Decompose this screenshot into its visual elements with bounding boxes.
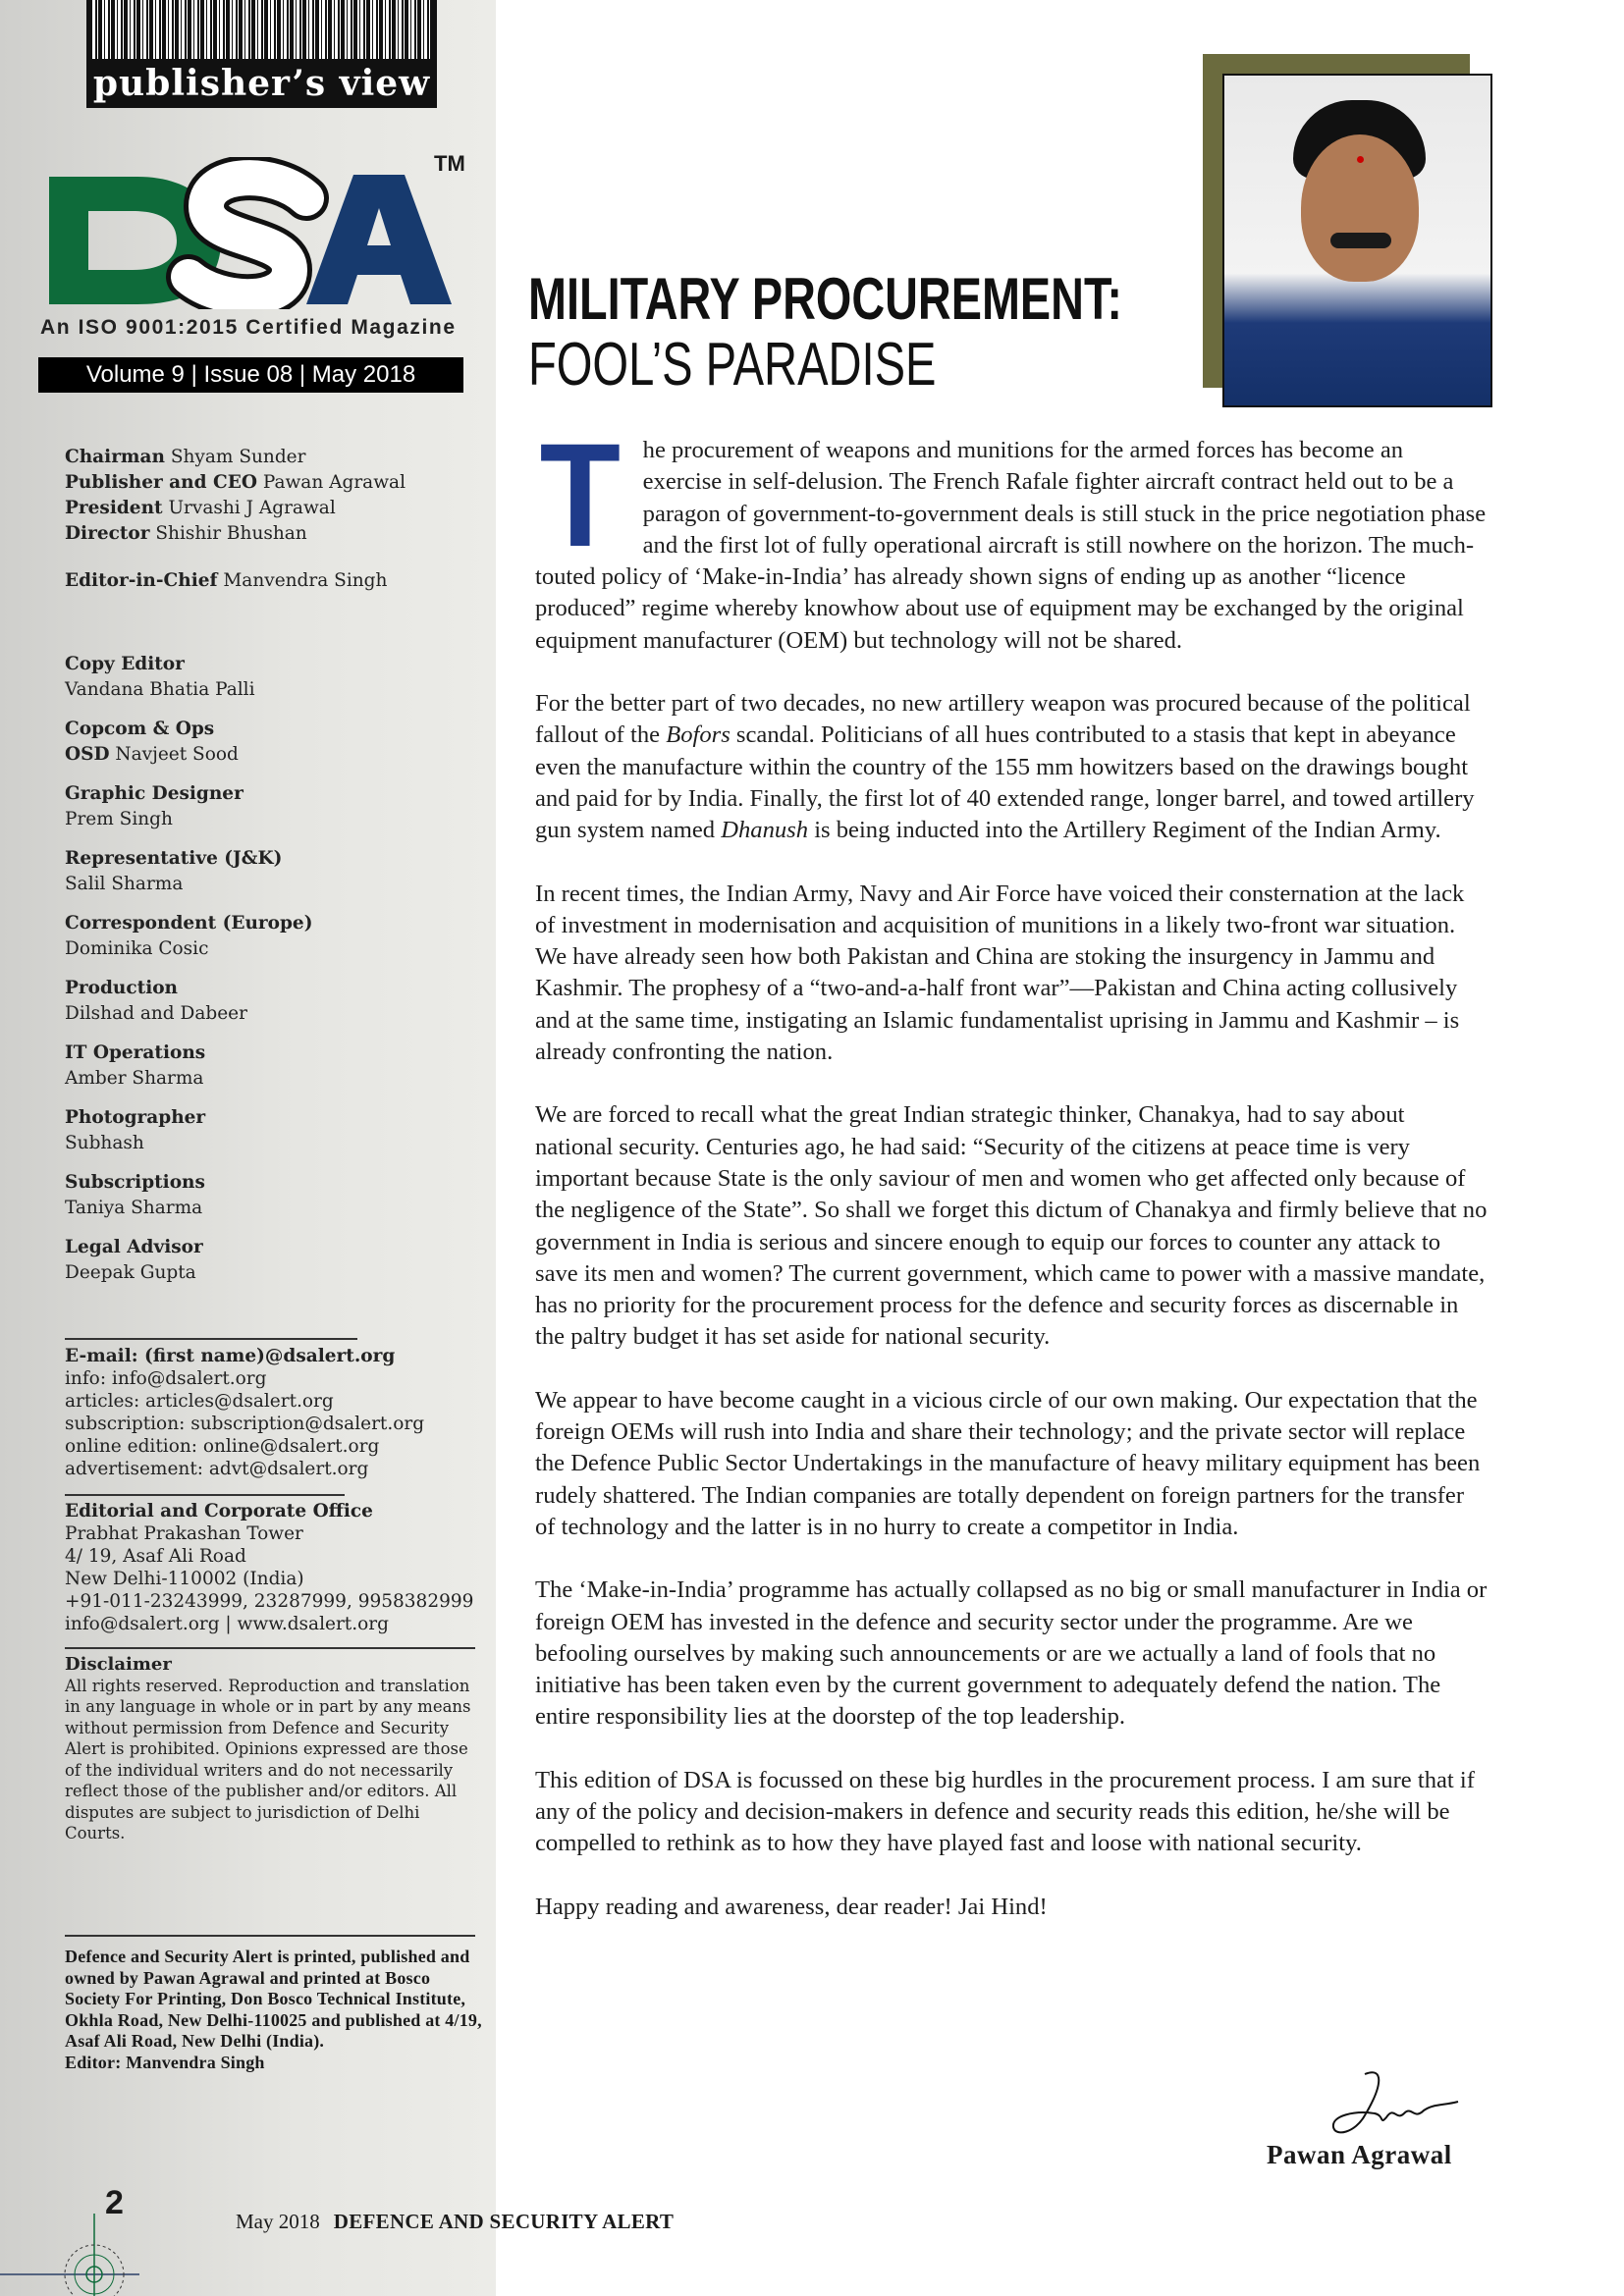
emphasis: Dhanush bbox=[721, 817, 809, 844]
divider bbox=[65, 1338, 357, 1340]
paragraph: In recent times, the Indian Army, Navy and Air Force have voiced their consternation at the lack of investment in modernisation and acquisition of munitions in a likely two-front war situation. We have already seen how both Pakistan and China are stoking the insurgency in Jammu and Kashmir. The prophesy of a “two-and-a-half front war”—Pakistan and China acting collusively and at the same time, instigating an Islamic fundamentalist uprising in Jammu and Kashmir – is already confronting the nation. bbox=[535, 880, 1465, 1066]
name: Amber Sharma bbox=[65, 1068, 204, 1089]
name: Shyam Sunder bbox=[170, 447, 306, 467]
article-title: MILITARY PROCUREMENT: bbox=[528, 266, 1122, 332]
role: Publisher and CEO bbox=[65, 472, 257, 493]
email-line: subscription: subscription@dsalert.org bbox=[65, 1414, 425, 1434]
dsa-logo-graphic bbox=[49, 157, 461, 309]
credits-block bbox=[65, 445, 477, 594]
article-subtitle: FOOL’S PARADISE bbox=[528, 331, 937, 399]
paragraph bbox=[535, 688, 1488, 846]
phone-line: +91-011-23243999, 23287999, 9958382999 bbox=[65, 1591, 474, 1612]
email-block bbox=[65, 1345, 477, 1480]
paragraph-text: he procurement of weapons and munitions for the armed forces has become an exercise in self-delusion. The French Rafale fighter aircraft contract held out to be a paragon of government-to-government deals is still stuck in the price negotiation phase and the first lot of fully operational aircraft is still nowhere on the horizon. The much-touted policy of ‘Make-in-India’ has already shown signs of ending up as another “licence produced” regime whereby knowhow about use of equipment may be exchanged by the original equipment manufacturer (OEM) but technology will not be shared. bbox=[535, 437, 1487, 654]
name: Salil Sharma bbox=[65, 874, 184, 894]
trademark: TM bbox=[434, 151, 465, 176]
email-line: info: info@dsalert.org bbox=[65, 1368, 267, 1389]
role: President bbox=[65, 498, 163, 518]
email-line: advertisement: advt@dsalert.org bbox=[65, 1459, 369, 1479]
office-block bbox=[65, 1500, 497, 1635]
role: Legal Advisor bbox=[65, 1237, 203, 1257]
barcode-icon bbox=[92, 0, 431, 59]
role: Copcom & Ops bbox=[65, 719, 215, 739]
email-line: online edition: online@dsalert.org bbox=[65, 1436, 380, 1457]
role: Chairman bbox=[65, 447, 165, 467]
role: Graphic Designer bbox=[65, 783, 244, 804]
role: IT Operations bbox=[65, 1042, 206, 1063]
divider bbox=[65, 1935, 475, 1937]
paragraph-text: For the better part of two decades, no new artillery weapon was procured because of the political fallout of the bbox=[535, 690, 1471, 749]
paragraph-text: is being inducted into the Artillery Regiment of the Indian Army. bbox=[808, 817, 1441, 844]
paragraph bbox=[535, 412, 1488, 657]
name: Prem Singh bbox=[65, 809, 173, 829]
section-banner bbox=[86, 0, 437, 108]
signature-icon bbox=[1326, 2066, 1463, 2145]
role: Copy Editor bbox=[65, 654, 185, 674]
paragraph: We are forced to recall what the great Indian strategic thinker, Chanakya, had to say about national security. Centuries ago, he had said: “Security of the citizens at peace time is very important because State is the only saviour of men and women who get affected only because of the negligence of the State”. So shall we forget this dictum of Chanakya and firmly believe that no government in India is serious and sincere enough to equip our forces to counter any attack to save its men and women? The current government, which came to power with a massive mandate, has no priority for the procurement process for the defence and security forces as discernable in the paltry budget it has set aside for national security. bbox=[535, 1101, 1488, 1351]
disclaimer-block bbox=[65, 1654, 477, 1844]
imprint bbox=[65, 1947, 487, 2073]
name: Shishir Bhushan bbox=[155, 523, 307, 544]
imprint-text: Defence and Security Alert is printed, published and owned by Pawan Agrawal and printed at Bosco Society For Printing, Don Bosco Technical Institute, Okhla Road, New Delhi-110025 and published at 4/19, Asaf Ali Road, New Delhi (India). bbox=[65, 1947, 482, 2051]
role: Subscriptions bbox=[65, 1172, 205, 1193]
paragraph: We appear to have become caught in a vicious circle of our own making. Our expectation that the foreign OEMs will rush into India and share their technology; and the private sector will replace the Defence Public Sector Undertakings in the manufacture of heavy military equipment has been rudely shattered. The Indian companies are totally dependent on foreign partners for the transfer of technology and the latter is in no hurry to create a competitor in India. bbox=[535, 1386, 1481, 1540]
footer-date: May 2018 bbox=[236, 2210, 320, 2233]
tagline: An ISO 9001:2015 Certified Magazine bbox=[40, 316, 457, 339]
issue-banner: Volume 9 | Issue 08 | May 2018 bbox=[38, 357, 463, 393]
name: Deepak Gupta bbox=[65, 1262, 196, 1283]
name: Dominika Cosic bbox=[65, 938, 209, 959]
staff-block bbox=[65, 652, 477, 1286]
email-heading: E-mail: (first name)@dsalert.org bbox=[65, 1346, 396, 1366]
name: Urvashi J Agrawal bbox=[168, 498, 336, 518]
imprint-editor: Editor: Manvendra Singh bbox=[65, 2052, 265, 2072]
footer bbox=[236, 2210, 674, 2234]
name: Navjeet Sood bbox=[115, 744, 239, 765]
page-number: 2 bbox=[105, 2184, 124, 2221]
name: Subhash bbox=[65, 1133, 144, 1153]
paragraph-text: scandal. Politicians of all hues contributed to a stasis that kept in abeyance even the manufacture within the country of the 155 mm howitzers based on the drawings bought and paid for by India. Finally, the first lot of 40 extended range, longer barrel, and towed artillery gun system named bbox=[535, 721, 1475, 844]
role: Production bbox=[65, 978, 179, 998]
emphasis: Bofors bbox=[666, 721, 731, 749]
role: OSD bbox=[65, 744, 110, 765]
paragraph: This edition of DSA is focussed on these big hurdles in the procurement process. I am sure that if any of the policy and decision-makers in defence and security reads this edition, he/she will be compelled to rethink as to how they have played fast and loose with national security. bbox=[535, 1766, 1475, 1857]
role: Director bbox=[65, 523, 150, 544]
masthead-sidebar bbox=[0, 0, 496, 2296]
role: Representative (J&K) bbox=[65, 848, 283, 869]
role: Editor-in-Chief bbox=[65, 570, 218, 591]
address-line: 4/ 19, Asaf Ali Road bbox=[65, 1546, 246, 1567]
name: Dilshad and Dabeer bbox=[65, 1003, 247, 1024]
section-label: publisher’s view bbox=[92, 63, 431, 104]
role: Correspondent (Europe) bbox=[65, 913, 313, 934]
disclaimer-heading: Disclaimer bbox=[65, 1654, 172, 1675]
author-name: Pawan Agrawal bbox=[1267, 2140, 1452, 2169]
address-line: New Delhi-110002 (India) bbox=[65, 1569, 304, 1589]
author-photo bbox=[1222, 74, 1492, 407]
divider bbox=[65, 1494, 345, 1496]
paragraph: Happy reading and awareness, dear reader! Jai Hind! bbox=[535, 1893, 1048, 1920]
name: Pawan Agrawal bbox=[262, 472, 406, 493]
article-body bbox=[535, 412, 1488, 1954]
paragraph: The ‘Make-in-India’ programme has actually collapsed as no big or small manufacturer in India or foreign OEM has invested in the defence and security sector under the programme. Are we befooling ourselves by making such announcements or are we actually a land of fools that no initiative has been taken even by the current government to adequately defend the nation. The entire responsibility lies at the doorstep of the top leadership. bbox=[535, 1576, 1488, 1731]
footer-publication: DEFENCE AND SECURITY ALERT bbox=[333, 2210, 675, 2233]
drop-cap: T bbox=[539, 412, 622, 577]
name: Manvendra Singh bbox=[223, 570, 388, 591]
email-line: articles: articles@dsalert.org bbox=[65, 1391, 334, 1412]
dsa-logo bbox=[49, 151, 481, 309]
disclaimer-text: All rights reserved. Reproduction and translation in any language in whole or in part by any means without permission from Defence and Security Alert is prohibited. Opinions expressed are those of the individual writers and do not necessarily reflect those of the publisher and/or editors. All disputes are subject to jurisdiction of Delhi Courts. bbox=[65, 1676, 471, 1842]
name: Vandana Bhatia Palli bbox=[65, 679, 255, 700]
divider bbox=[65, 1647, 475, 1649]
office-heading: Editorial and Corporate Office bbox=[65, 1501, 373, 1522]
name: Taniya Sharma bbox=[65, 1198, 203, 1218]
role: Photographer bbox=[65, 1107, 206, 1128]
address-line: Prabhat Prakashan Tower bbox=[65, 1523, 303, 1544]
web-line: info@dsalert.org | www.dsalert.org bbox=[65, 1614, 389, 1634]
